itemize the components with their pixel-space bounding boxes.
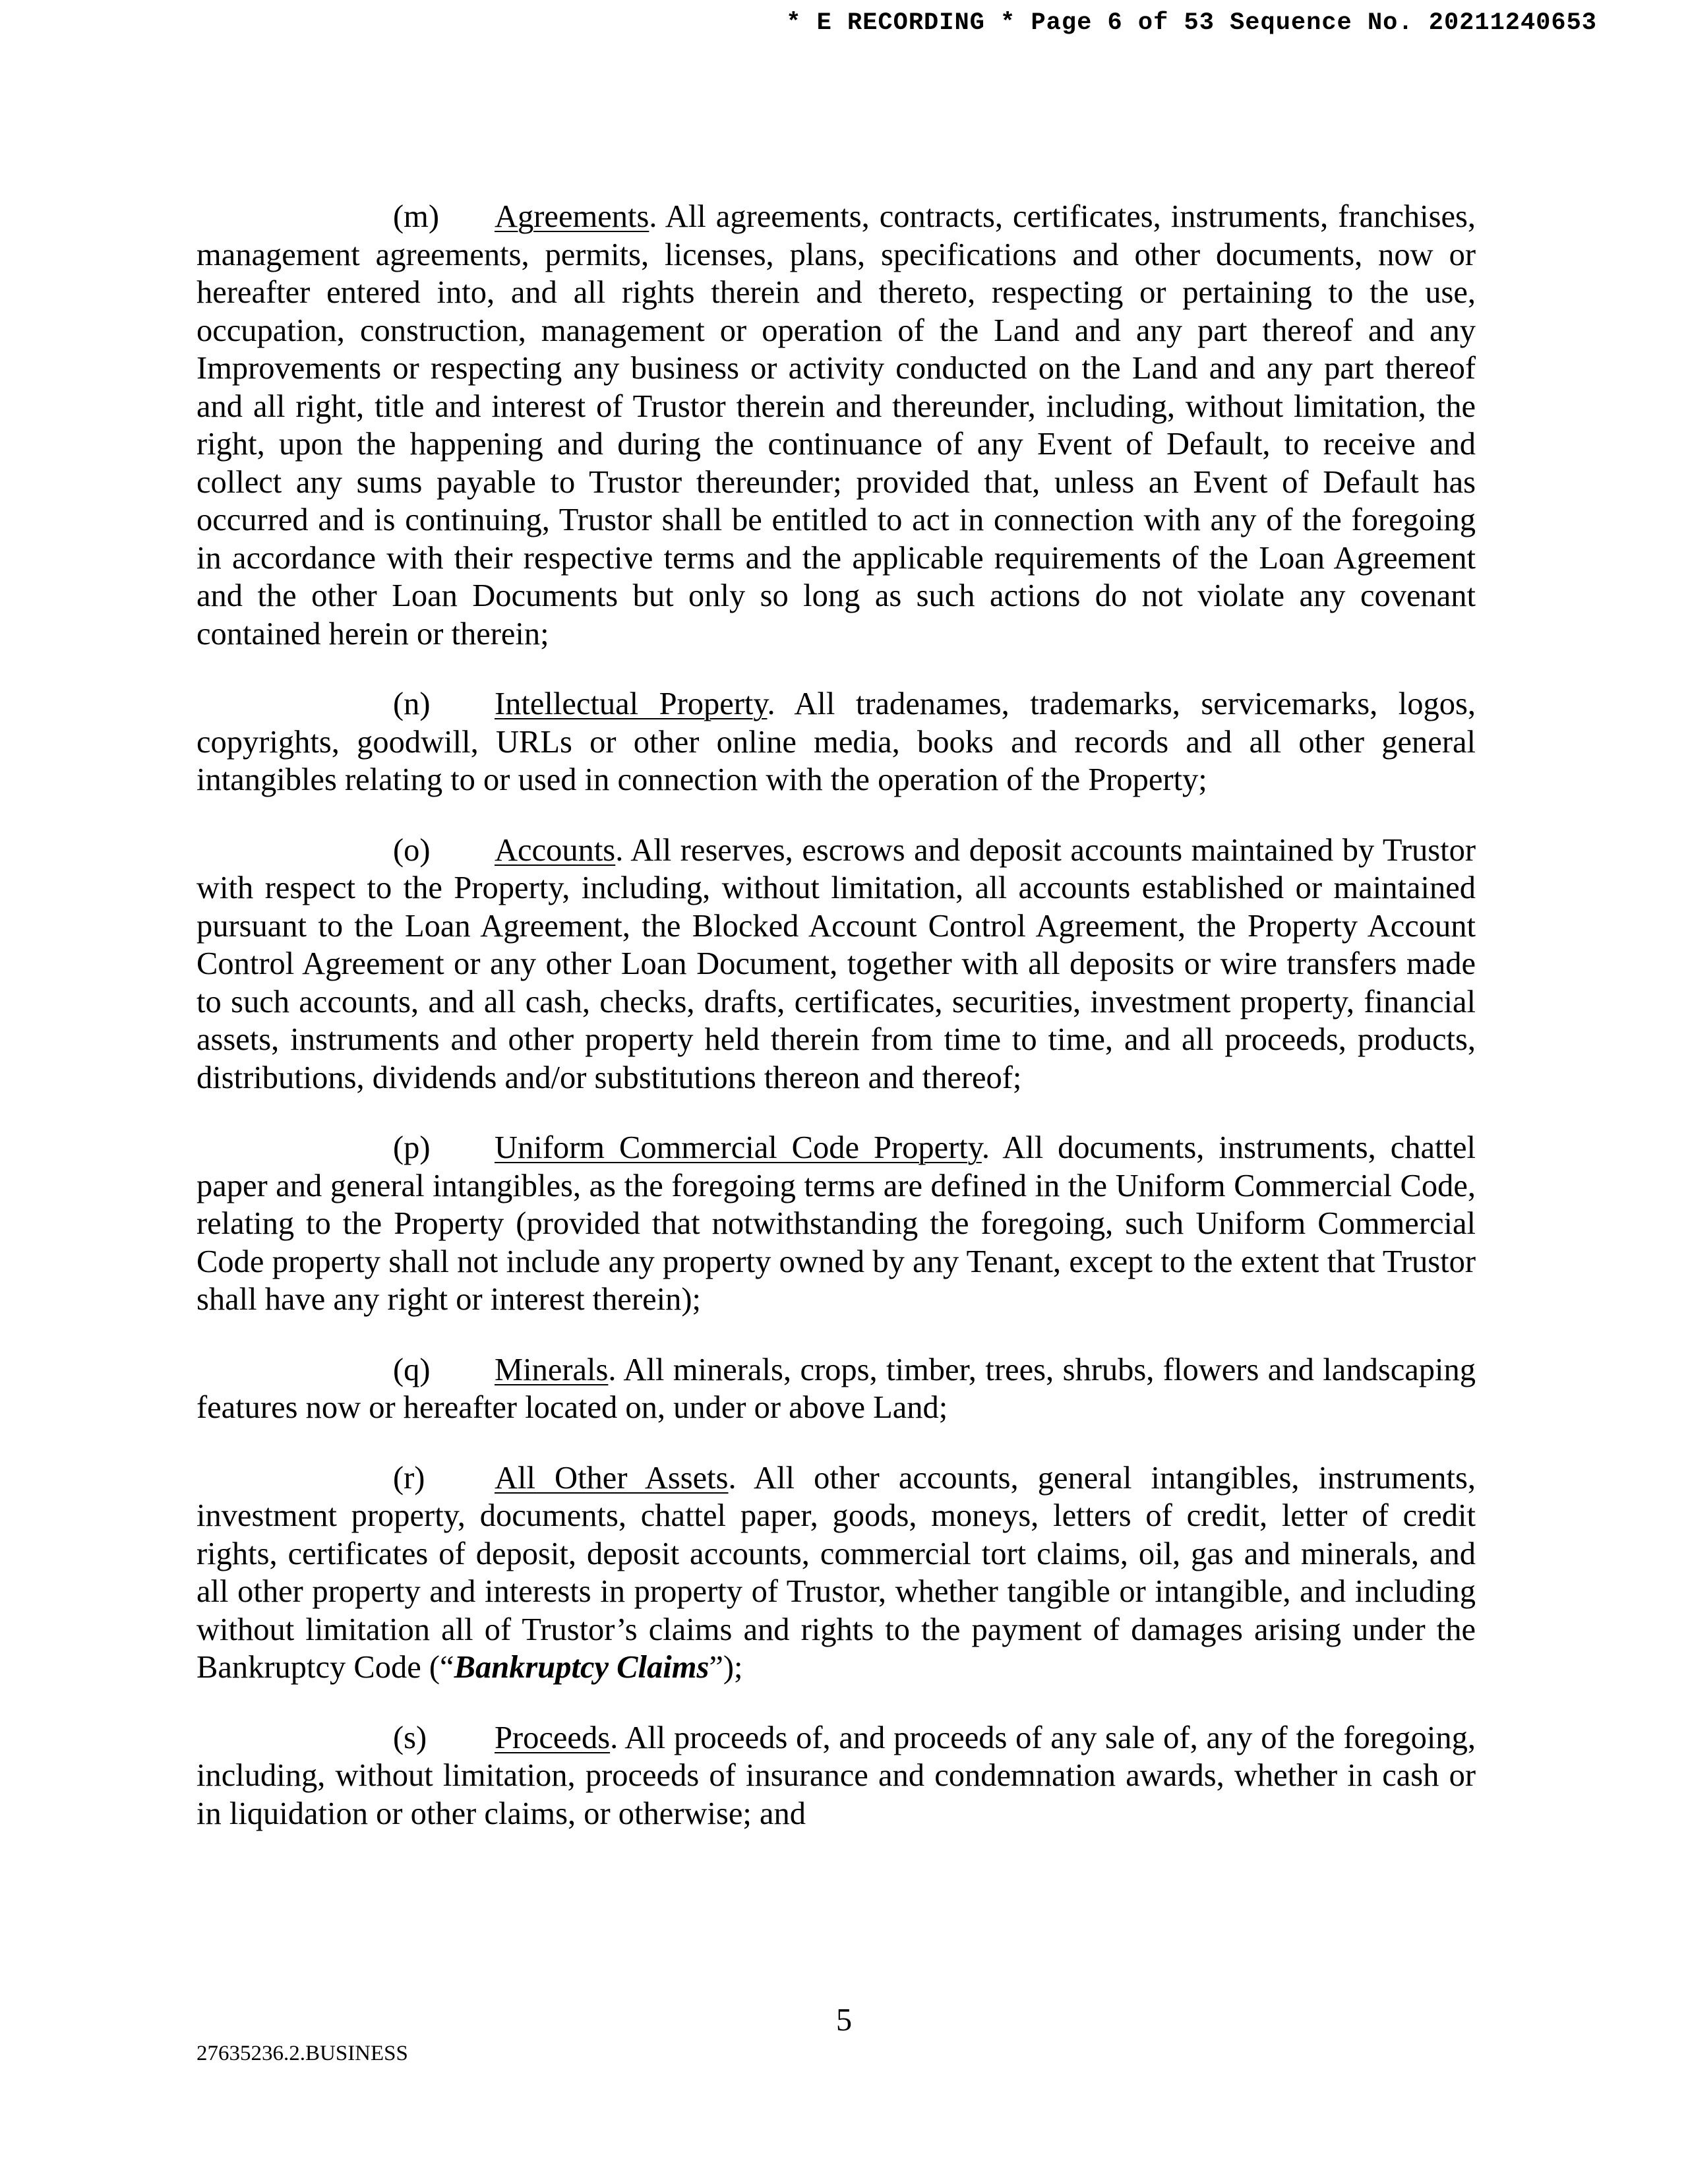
paragraph-letter: (m) (393, 199, 440, 234)
paragraph-heading: Proceeds (495, 1720, 611, 1755)
document-id: 27635236.2.BUSINESS (196, 2042, 408, 2065)
paragraph-text: . All documents, instruments, chattel paper and general intangibles, as the foregoing terms are defined in the Uniform Commercial Code, relating to the Property (provided that notwithstanding the foregoing, such Uniform Commercial Code property shall not include any property owned by any Tenant, except to the extent that Trustor shall have any right or interest therein); (196, 1130, 1476, 1317)
document-body (196, 198, 1476, 1865)
paragraph-text: . All tradenames, trademarks, servicemarks, logos, copyrights, goodwill, URLs or other online media, books and records and all other general intangibles relating to or used in connection with the operation of the Property; (196, 686, 1476, 797)
paragraph-n (196, 685, 1476, 799)
paragraph-text: . All agreements, contracts, certificates, instruments, franchises, management agreements, permits, licenses, plans, specifications and other documents, now or hereafter entered into, and all rights therein and thereto, respecting or pertaining to the use, occupation, construction, management or operation of the Land and any part thereof and any Improvements or respecting any business or activity conducted on the Land and any part thereof and all right, title and interest of Trustor therein and thereunder, including, without limitation, the right, upon the happening and during the continuance of any Event of Default, to receive and collect any sums payable to Trustor thereunder; provided that, unless an Event of Default has occurred and is continuing, Trustor shall be entitled to act in connection with any of the foregoing in accordance with their respective terms and the applicable requirements of the Loan Agreement and the other Loan Documents but only so long as such actions do not violate any covenant contained herein or therein; (196, 199, 1476, 652)
defined-term: Bankruptcy Claims (454, 1650, 709, 1685)
paragraph-heading: Accounts (495, 832, 616, 868)
paragraph-letter: (o) (393, 832, 431, 868)
paragraph-heading: Agreements (495, 199, 649, 234)
paragraph-letter: (n) (393, 686, 431, 721)
page-number: 5 (835, 2003, 853, 2038)
paragraph-letter: (r) (393, 1460, 425, 1496)
paragraph-tail: ”); (709, 1650, 743, 1685)
paragraph-text: . All reserves, escrows and deposit accounts maintained by Trustor with respect to the Property, including, without limitation, all accounts established or maintained pursuant to the Loan Agreement, the Blocked Account Control Agreement, the Property Account Control Agreement or any other Loan Document, together with all deposits or wire transfers made to such accounts, and all cash, checks, drafts, certificates, securities, investment property, financial assets, instruments and other property held therein from time to time, and all proceeds, products, distributions, dividends and/or substitutions thereon and thereof; (196, 832, 1476, 1095)
paragraph-letter: (p) (393, 1130, 431, 1165)
paragraph-s (196, 1719, 1476, 1833)
paragraph-heading: Intellectual Property (495, 686, 768, 721)
paragraph-r (196, 1459, 1476, 1687)
paragraph-m (196, 198, 1476, 653)
paragraph-q (196, 1351, 1476, 1427)
paragraph-heading: Minerals (495, 1352, 609, 1387)
paragraph-text: . All minerals, crops, timber, trees, shrubs, flowers and landscaping features now or hereafter located on, under or above Land; (196, 1352, 1476, 1425)
paragraph-o (196, 832, 1476, 1097)
recording-stamp: * E RECORDING * Page 6 of 53 Sequence No. 20211240653 (786, 9, 1597, 37)
paragraph-letter: (q) (393, 1352, 431, 1387)
paragraph-text: . All other accounts, general intangibles, instruments, investment property, documents, chattel paper, goods, moneys, letters of credit, letter of credit rights, certificates of deposit, deposit accounts, commercial tort claims, oil, gas and minerals, and all other property and interests in property of Trustor, whether tangible or intangible, and including without limitation all of Trustor’s claims and rights to the payment of damages arising under the Bankruptcy Code (“ (196, 1460, 1476, 1685)
paragraph-letter: (s) (393, 1720, 427, 1755)
paragraph-heading: Uniform Commercial Code Property (495, 1130, 982, 1165)
paragraph-text: . All proceeds of, and proceeds of any sale of, any of the foregoing, including, without limitation, proceeds of insurance and condemnation awards, whether in cash or in liquidation or other claims, or otherwise; and (196, 1720, 1476, 1831)
paragraph-p (196, 1129, 1476, 1319)
paragraph-heading: All Other Assets (495, 1460, 729, 1496)
